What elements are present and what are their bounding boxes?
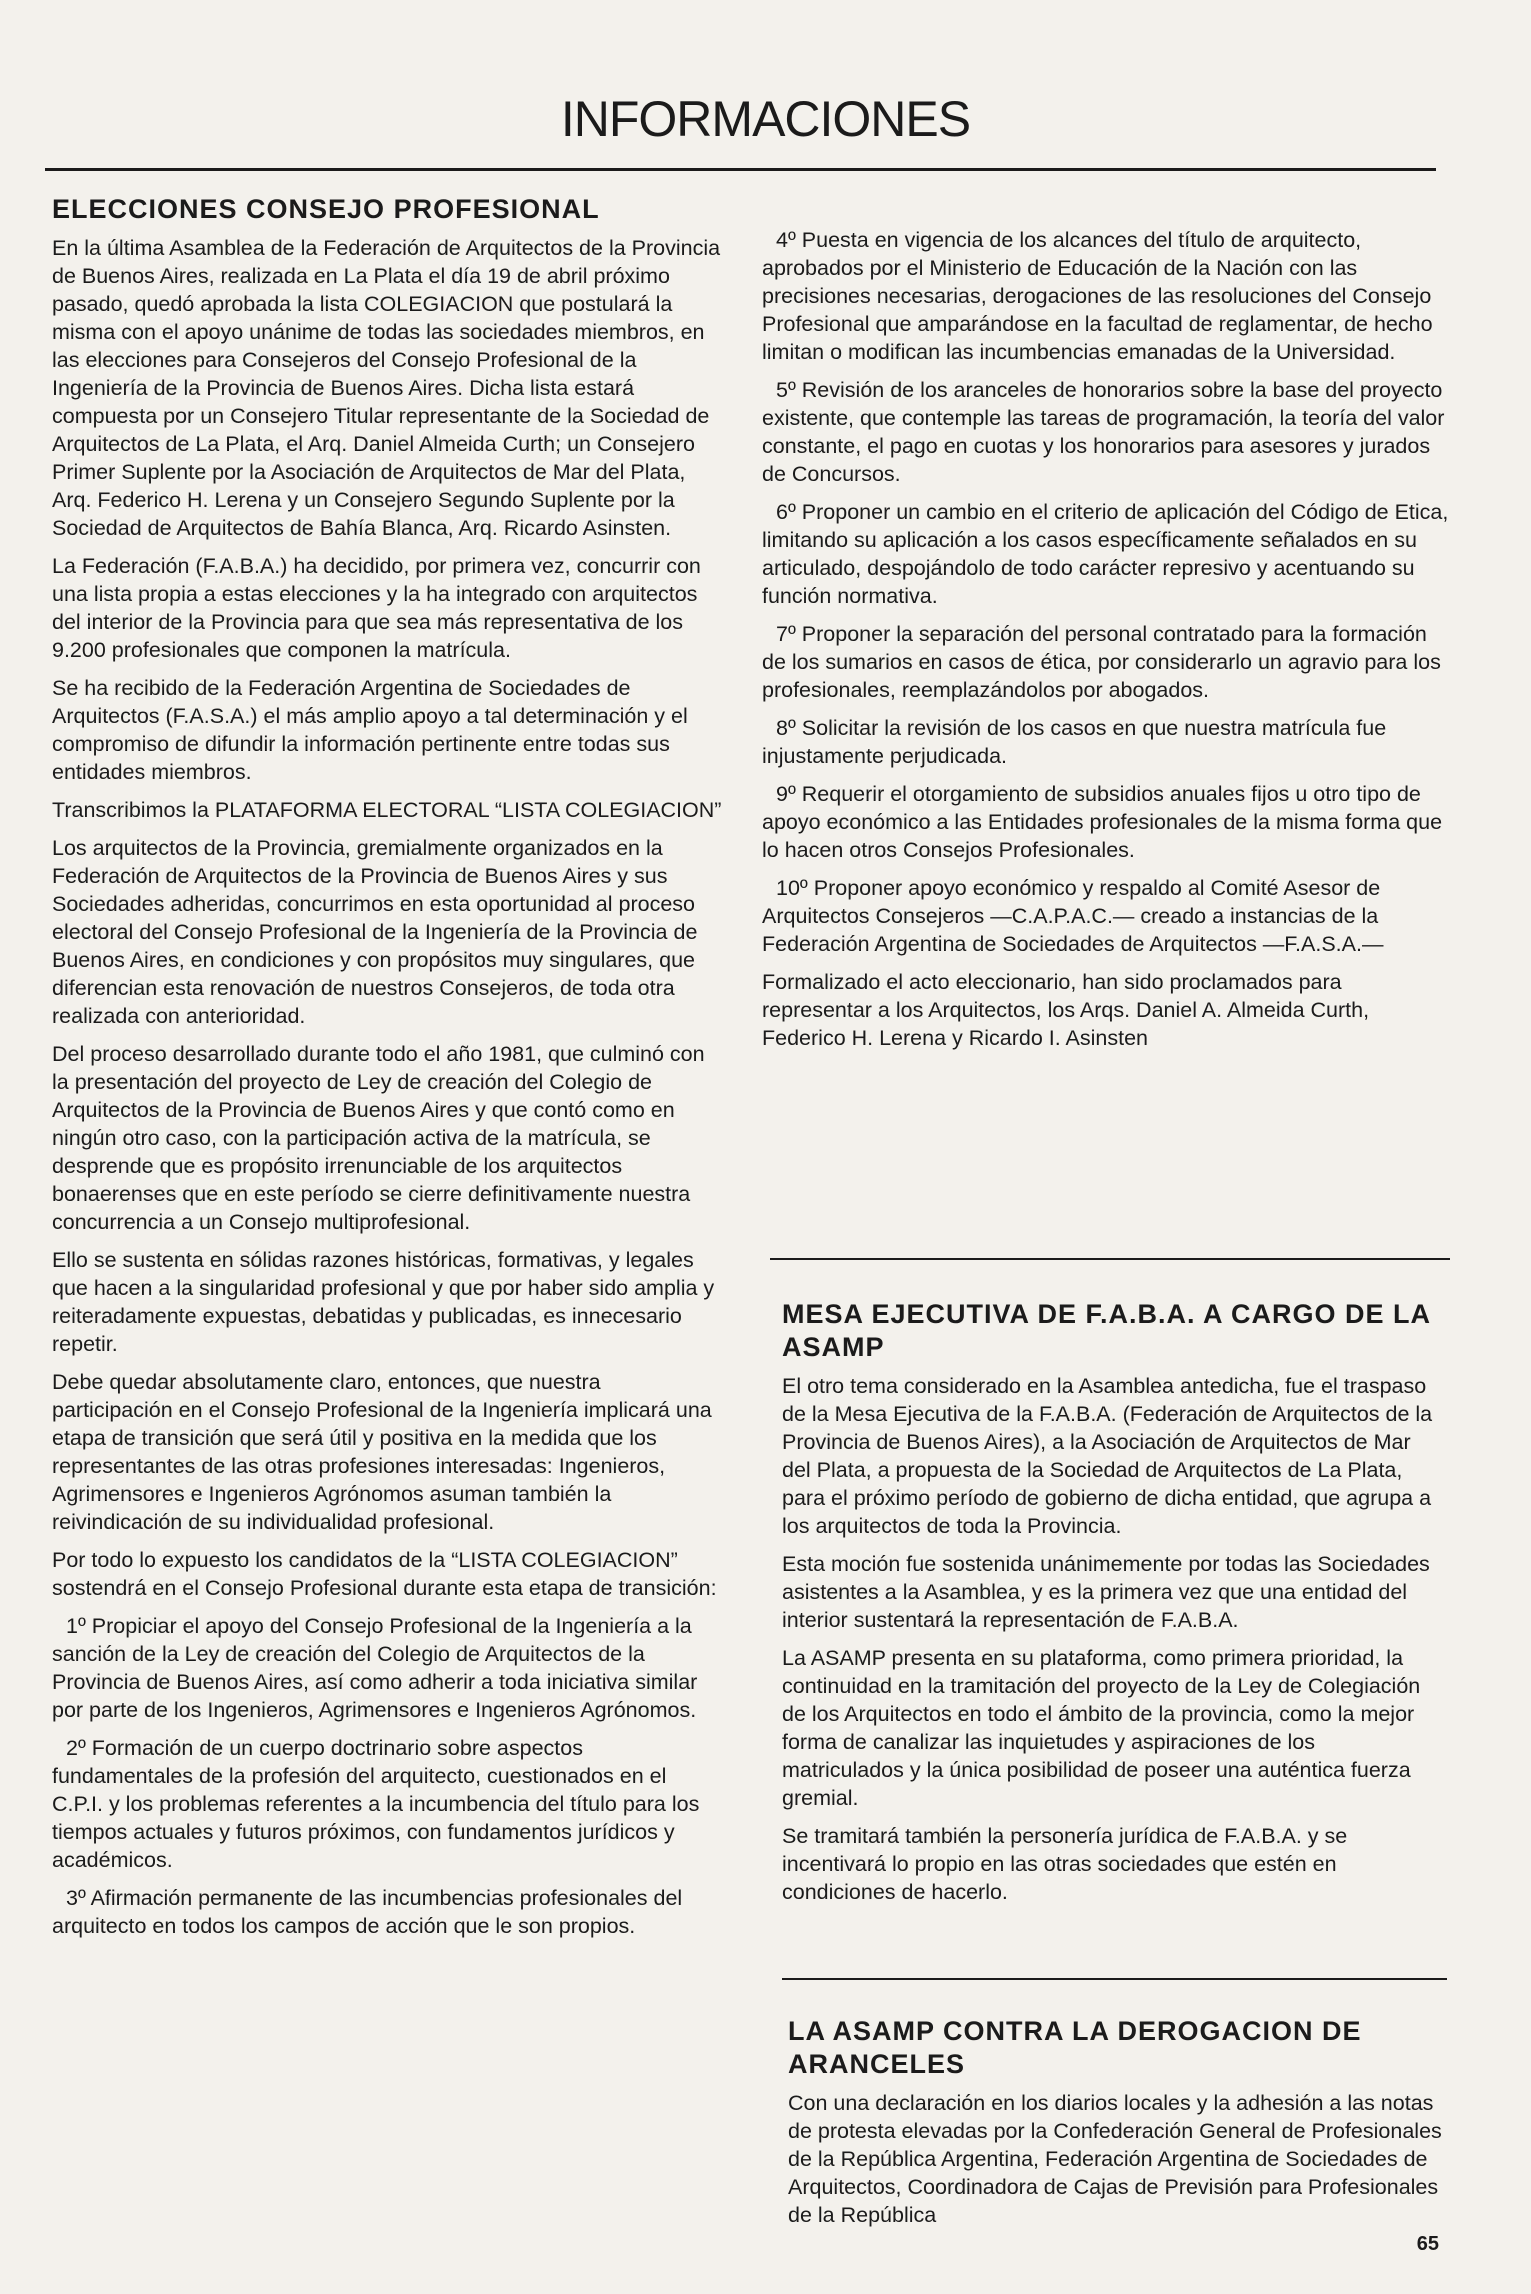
paragraph: Por todo lo expuesto los candidatos de la “LISTA COLEGIACION” sostendrá en el Consejo Profesional durante esta etapa de transición: [52, 1548, 717, 1600]
paragraph: Los arquitectos de la Provincia, gremialmente organizados en la Federación de Arquitectos de la Provincia de Buenos Aires y sus Sociedades adheridas, concurrimos en esta oportunidad al proceso electoral del Consejo Profesional de la Ingeniería de la Provincia de Buenos Aires, en condiciones y con propósitos muy singulares, que diferencian esta renovación de nuestros Consejeros, de toda otra realizada con anterioridad. [52, 836, 698, 1028]
paragraph: Transcribimos la PLATAFORMA ELECTORAL “LISTA COLEGIACION” [52, 798, 722, 822]
section-title-elecciones: ELECCIONES CONSEJO PROFESIONAL [52, 194, 600, 224]
header-divider [45, 168, 1436, 171]
right-column [762, 226, 1452, 1062]
paragraph: El otro tema considerado en la Asamblea antedicha, fue el traspaso de la Mesa Ejecutiva de la F.A.B.A. (Federación de Arquitectos de la Provincia de Buenos Aires), a la Asociación de Arquitectos de Mar del Plata, a propuesta de la Sociedad de Arquitectos de La Plata, para el próximo período de gobierno de dicha entidad, que agrupa a los arquitectos de toda la Provincia. [782, 1374, 1433, 1538]
section-divider [770, 1258, 1450, 1260]
paragraph: Formalizado el acto eleccionario, han sido proclamados para representar a los Arquitectos, los Arqs. Daniel A. Almeida Curth, Federico H. Lerena y Ricardo I. Asinsten [762, 970, 1370, 1050]
platform-item: 3º Afirmación permanente de las incumbencias profesionales del arquitecto en todos los campos de acción que le son propios. [52, 1886, 683, 1938]
platform-item: 2º Formación de un cuerpo doctrinario sobre aspectos fundamentales de la profesión del arquitecto, cuestionados en el C.P.I. y los problemas referentes a la incumbencia del título para los tiempos actuales y futuros próximos, con fundamentos jurídicos y académicos. [52, 1736, 700, 1872]
paragraph: Ello se sustenta en sólidas razones históricas, formativas, y legales que hacen a la singularidad profesional y que por haber sido amplia y reiteradamente expuestas, debatidas y publicadas, es innecesario repetir. [52, 1248, 715, 1356]
paragraph: Del proceso desarrollado durante todo el año 1981, que culminó con la presentación del proyecto de Ley de creación del Colegio de Arquitectos de la Provincia de Buenos Aires y que contó como en ningún otro caso, con la participación activa de la matrícula, se desprende que es propósito irrenunciable de los arquitectos bonaerenses que en este período se cierre definitivamente nuestra concurrencia a un Consejo multiprofesional. [52, 1042, 705, 1234]
platform-item: 6º Proponer un cambio en el criterio de aplicación del Código de Etica, limitando su aplicación a los casos específicamente señalados en su articulado, despojándolo de todo carácter represivo y acentuando su función normativa. [762, 500, 1449, 608]
page-title: INFORMACIONES [560, 91, 971, 147]
section-asamp-aranceles [788, 2015, 1448, 2239]
paragraph: En la última Asamblea de la Federación de Arquitectos de la Provincia de Buenos Aires, realizada en La Plata el día 19 de abril próximo pasado, quedó aprobada la lista COLEGIACION que postulará la misma con el apoyo unánime de todas las sociedades miembros, en las elecciones para Consejeros del Consejo Profesional de la Ingeniería de la Provincia de Buenos Aires. Dicha lista estará compuesta por un Consejero Titular representante de la Sociedad de Arquitectos de La Plata, el Arq. Daniel Almeida Curth; un Consejero Primer Suplente por la Asociación de Arquitectos de Mar del Plata, Arq. Federico H. Lerena y un Consejero Segundo Suplente por la Sociedad de Arquitectos de Bahía Blanca, Arq. Ricardo Asinsten. [52, 236, 721, 540]
left-column [52, 193, 722, 1950]
platform-item: 8º Solicitar la revisión de los casos en que nuestra matrícula fue injustamente perjudicada. [762, 716, 1387, 768]
platform-item: 5º Revisión de los aranceles de honorarios sobre la base del proyecto existente, que contemple las tareas de programación, la teoría del valor constante, el pago en cuotas y los honorarios para asesores y jurados de Concursos. [762, 378, 1445, 486]
platform-item: 1º Propiciar el apoyo del Consejo Profesional de la Ingeniería a la sanción de la Ley de creación del Colegio de Arquitectos de la Provincia de Buenos Aires, así como adherir a toda iniciativa similar por parte de los Ingenieros, Agrimensores e Ingenieros Agrónomos. [52, 1614, 698, 1722]
platform-item: 4º Puesta en vigencia de los alcances del título de arquitecto, aprobados por el Ministerio de Educación de la Nación con las precisiones necesarias, derogaciones de las resoluciones del Consejo Profesional que amparándose en la facultad de reglamentar, de hecho limitan o modifican las incumbencias emanadas de la Universidad. [762, 228, 1433, 364]
paragraph: Debe quedar absolutamente claro, entonces, que nuestra participación en el Consejo Profesional de la Ingeniería implicará una etapa de transición que será útil y positiva en la medida que los representantes de las otras profesiones interesadas: Ingenieros, Agrimensores e Ingenieros Agrónomos asuman también la reivindicación de su individualidad profesional. [52, 1370, 712, 1534]
section-title-aranceles: LA ASAMP CONTRA LA DEROGACION DE ARANCELES [788, 2016, 1362, 2079]
paragraph: Con una declaración en los diarios locales y la adhesión a las notas de protesta elevadas por la Confederación General de Profesionales de la República Argentina, Federación Argentina de Sociedades de Arquitectos, Coordinadora de Cajas de Previsión para Profesionales de la República [788, 2091, 1442, 2227]
section-title-mesa-ejecutiva: MESA EJECUTIVA DE F.A.B.A. A CARGO DE LA ASAMP [782, 1299, 1431, 1362]
platform-item: 9º Requerir el otorgamiento de subsidios anuales fijos u otro tipo de apoyo económico a las Entidades profesionales de la misma forma que lo hacen otros Consejos Profesionales. [762, 782, 1443, 862]
paragraph: La ASAMP presenta en su plataforma, como primera prioridad, la continuidad en la tramitación del proyecto de la Ley de Colegiación de los Arquitectos en todo el ámbito de la provincia, como la mejor forma de canalizar las inquietudes y aspiraciones de los matriculados y la única posibilidad de poseer una auténtica fuerza gremial. [782, 1646, 1421, 1810]
platform-item: 7º Proponer la separación del personal contratado para la formación de los sumarios en casos de ética, por considerarlo un agravio para los profesionales, reemplazándolos por abogados. [762, 622, 1441, 702]
platform-item: 10º Proponer apoyo económico y respaldo al Comité Asesor de Arquitectos Consejeros —C.A.P.A.C.— creado a instancias de la Federación Argentina de Sociedades de Arquitectos —F.A.S.A.— [762, 876, 1384, 956]
page-number: 65 [1416, 2233, 1439, 2255]
paragraph: La Federación (F.A.B.A.) ha decidido, por primera vez, concurrir con una lista propia a estas elecciones y la ha integrado con arquitectos del interior de la Provincia para que sea más representativa de los 9.200 profesionales que componen la matrícula. [52, 554, 701, 662]
section-mesa-ejecutiva [782, 1298, 1442, 1916]
paragraph: Se tramitará también la personería jurídica de F.A.B.A. y se incentivará lo propio en las otras sociedades que estén en condiciones de hacerlo. [782, 1824, 1348, 1904]
paragraph: Esta moción fue sostenida unánimemente por todas las Sociedades asistentes a la Asamblea, y es la primera vez que una entidad del interior sustentará la representación de F.A.B.A. [782, 1552, 1430, 1632]
section-divider [782, 1978, 1447, 1980]
paragraph: Se ha recibido de la Federación Argentina de Sociedades de Arquitectos (F.A.S.A.) el más amplio apoyo a tal determinación y el compromiso de difundir la información pertinente entre todas sus entidades miembros. [52, 676, 688, 784]
